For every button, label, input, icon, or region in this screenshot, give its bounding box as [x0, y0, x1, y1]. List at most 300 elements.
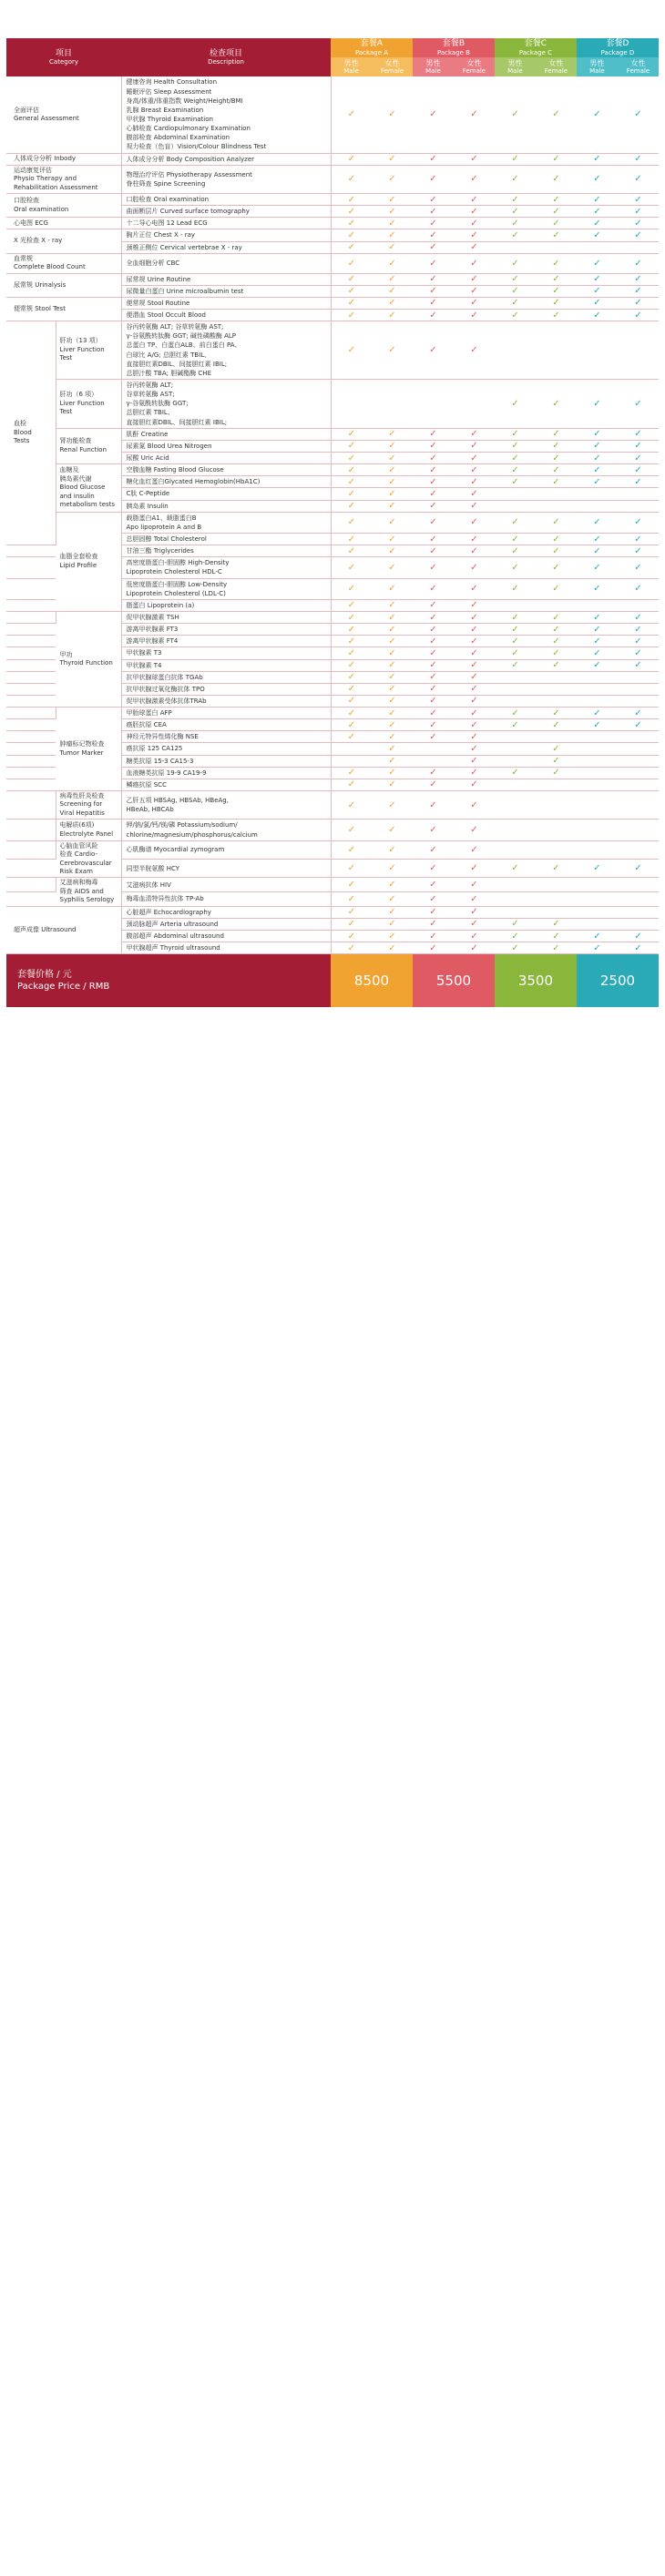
description-line: 腹部检查 Abdominal Examination: [126, 134, 230, 142]
check-cell: [495, 76, 536, 153]
check-icon: ✓: [470, 453, 478, 463]
check-cell: [372, 743, 413, 755]
check-icon: ✓: [388, 863, 396, 874]
description-cell: [121, 206, 331, 218]
check-cell: [454, 321, 495, 380]
male-header: [577, 57, 618, 76]
check-cell: [372, 611, 413, 623]
check-icon: ✓: [470, 584, 478, 595]
check-icon: ✓: [388, 229, 396, 240]
check-cell: [577, 779, 618, 790]
check-icon: ✓: [552, 768, 560, 779]
table-row: [6, 719, 659, 731]
description-line: 白球比 A/G; 总胆红素 TBIL、: [126, 351, 211, 359]
check-cell: [495, 321, 536, 380]
male-header: [413, 57, 454, 76]
check-icon: ✓: [388, 731, 396, 742]
check-cell: [536, 206, 577, 218]
check-cell: [331, 860, 372, 878]
description-line: 癌抗原 125 CA125: [126, 745, 183, 753]
check-cell: [372, 194, 413, 206]
check-cell: [536, 194, 577, 206]
check-icon: ✓: [511, 398, 519, 409]
check-cell: [536, 659, 577, 671]
check-cell: [454, 683, 495, 695]
description-line: 糖类抗原 15-3 CA15-3: [126, 757, 194, 765]
check-cell: [536, 578, 577, 599]
check-cell: [495, 840, 536, 859]
check-icon: ✓: [429, 258, 437, 269]
check-cell: [331, 153, 372, 165]
check-cell: [495, 860, 536, 878]
check-icon: ✓: [470, 488, 478, 499]
check-cell: [372, 512, 413, 533]
check-icon: ✓: [388, 429, 396, 440]
check-cell: [454, 659, 495, 671]
check-icon: ✓: [429, 719, 437, 730]
check-cell: [536, 273, 577, 285]
check-cell: [495, 194, 536, 206]
description-line: 艾滋病抗体 HIV: [126, 881, 171, 889]
check-cell: [577, 488, 618, 500]
check-cell: [413, 636, 454, 647]
check-icon: ✓: [388, 310, 396, 321]
check-cell: [577, 599, 618, 611]
check-cell: [413, 428, 454, 440]
subcategory-cell: 心脑血管风险 检查 Cardio- Cerebrovascular Risk Exam: [56, 840, 121, 878]
description-line: 癌胚抗原 CEA: [126, 721, 167, 729]
check-icon: ✓: [593, 310, 601, 321]
table-row: [6, 557, 659, 578]
description-line: 全血细胞分析 CBC: [126, 260, 180, 268]
description-cell: [121, 229, 331, 241]
check-icon: ✓: [347, 931, 355, 942]
check-icon: ✓: [347, 501, 355, 512]
check-cell: [577, 253, 618, 273]
check-icon: ✓: [470, 534, 478, 545]
description-cell: [121, 755, 331, 767]
description-line: 总胆固醇 Total Cholesterol: [126, 535, 207, 543]
check-cell: [495, 791, 536, 820]
check-cell: [413, 165, 454, 193]
check-cell: [454, 636, 495, 647]
check-icon: ✓: [388, 600, 396, 611]
check-cell: [618, 206, 659, 218]
check-icon: ✓: [634, 206, 642, 217]
check-icon: ✓: [634, 109, 642, 120]
description-line: γ-谷氨酰转肽酶 GGT;: [126, 400, 189, 408]
check-icon: ✓: [388, 719, 396, 730]
check-icon: ✓: [429, 931, 437, 942]
check-cell: [372, 683, 413, 695]
check-cell: [536, 779, 577, 790]
check-cell: [618, 476, 659, 488]
check-cell: [331, 165, 372, 193]
description-line: 梅毒血清特异性抗体 TP-Ab: [126, 895, 204, 903]
description-cell: [121, 545, 331, 557]
check-cell: [577, 379, 618, 428]
table-row: [6, 218, 659, 229]
check-cell: [495, 241, 536, 253]
check-cell: [413, 659, 454, 671]
check-icon: ✓: [552, 636, 560, 647]
check-icon: ✓: [511, 660, 519, 671]
check-cell: [536, 500, 577, 512]
check-icon: ✓: [429, 684, 437, 695]
table-row: [6, 428, 659, 440]
check-cell: [618, 659, 659, 671]
check-icon: ✓: [552, 534, 560, 545]
female-en: Female: [544, 67, 568, 76]
check-cell: [454, 767, 495, 779]
check-icon: ✓: [388, 931, 396, 942]
description-line: 尿素氮 Blood Urea Nitrogen: [126, 442, 212, 450]
check-cell: [577, 636, 618, 647]
check-cell: [618, 611, 659, 623]
check-cell: [372, 464, 413, 476]
check-cell: [618, 599, 659, 611]
check-cell: [454, 476, 495, 488]
check-icon: ✓: [593, 194, 601, 205]
check-icon: ✓: [347, 719, 355, 730]
check-cell: [536, 545, 577, 557]
category-cell: [6, 779, 121, 790]
check-cell: [618, 860, 659, 878]
male-cn: 男性: [589, 59, 605, 68]
description-line: 甘油三酯 Triglycerides: [126, 547, 194, 555]
check-cell: [331, 512, 372, 533]
check-icon: ✓: [388, 880, 396, 891]
description-cell: [121, 779, 331, 790]
check-cell: [372, 297, 413, 309]
check-cell: [413, 321, 454, 380]
check-icon: ✓: [388, 154, 396, 165]
check-icon: ✓: [470, 229, 478, 240]
check-cell: [495, 767, 536, 779]
check-icon: ✓: [552, 660, 560, 671]
description-line: 脂蛋白 Lipoprotein (a): [126, 601, 195, 609]
description-cell: [121, 671, 331, 683]
check-icon: ✓: [347, 696, 355, 707]
check-icon: ✓: [511, 584, 519, 595]
check-cell: [454, 428, 495, 440]
description-line: 乙肝五项 HBSAg, HBSAb, HBeAg,: [126, 797, 229, 805]
table-row: [6, 229, 659, 241]
check-icon: ✓: [347, 731, 355, 742]
check-icon: ✓: [593, 286, 601, 297]
check-icon: ✓: [347, 298, 355, 309]
check-icon: ✓: [511, 310, 519, 321]
description-cell: [121, 878, 331, 892]
check-cell: [454, 695, 495, 707]
check-cell: [331, 476, 372, 488]
check-icon: ✓: [593, 206, 601, 217]
check-cell: [372, 671, 413, 683]
check-icon: ✓: [593, 174, 601, 185]
description-line: 钾/钠/氯/钙/镁/磷 Potassium/sodium/: [126, 821, 238, 830]
check-icon: ✓: [634, 636, 642, 647]
check-cell: [454, 253, 495, 273]
check-icon: ✓: [634, 298, 642, 309]
check-cell: [372, 599, 413, 611]
description-cell: [121, 599, 331, 611]
description-cell: [121, 273, 331, 285]
description-cell: [121, 731, 331, 743]
check-icon: ✓: [429, 286, 437, 297]
check-cell: [577, 310, 618, 321]
check-cell: [413, 310, 454, 321]
check-icon: ✓: [388, 534, 396, 545]
price-package-d: 2500: [577, 954, 659, 1007]
check-icon: ✓: [388, 893, 396, 904]
subcategory-cell: 肝功（13 项） Liver Function Test: [56, 321, 121, 380]
check-cell: [413, 892, 454, 907]
check-icon: ✓: [511, 476, 519, 487]
description-cell: [121, 512, 331, 533]
check-cell: [372, 273, 413, 285]
check-cell: [331, 878, 372, 892]
check-icon: ✓: [388, 258, 396, 269]
check-icon: ✓: [552, 310, 560, 321]
check-icon: ✓: [470, 345, 478, 356]
check-cell: [454, 930, 495, 942]
check-icon: ✓: [470, 684, 478, 695]
check-icon: ✓: [511, 229, 519, 240]
description-cell: [121, 683, 331, 695]
check-cell: [618, 273, 659, 285]
check-cell: [413, 767, 454, 779]
check-icon: ✓: [388, 476, 396, 487]
check-cell: [331, 253, 372, 273]
description-line: 胰岛素 Insulin: [126, 502, 169, 510]
description-line: 总胆汁酸 TBA; 胆碱酯酶 CHE: [126, 369, 211, 377]
category-cell: 尿常规 Urinalysis: [6, 273, 121, 297]
check-icon: ✓: [470, 931, 478, 942]
check-icon: ✓: [470, 696, 478, 707]
category-cell: 血常规 Complete Blood Count: [6, 253, 121, 273]
check-icon: ✓: [429, 441, 437, 452]
package-d-cn: 套餐D: [606, 39, 629, 48]
description-line: 游离甲状腺素 FT4: [126, 637, 179, 646]
check-icon: ✓: [634, 194, 642, 205]
check-cell: [536, 878, 577, 892]
check-cell: [577, 464, 618, 476]
check-cell: [618, 321, 659, 380]
check-cell: [331, 206, 372, 218]
description-cell: [121, 918, 331, 930]
check-cell: [454, 878, 495, 892]
female-cn: 女性: [548, 59, 564, 68]
subcategory-cell: 电解质(6项) Electrolyte Panel: [56, 820, 121, 840]
check-cell: [618, 647, 659, 659]
description-line: 乳腺 Breast Examination: [126, 106, 204, 114]
header-description: [121, 38, 331, 76]
check-icon: ✓: [470, 194, 478, 205]
check-cell: [536, 218, 577, 229]
description-line: 健康咨询 Health Consultation: [126, 78, 218, 87]
table-row: [6, 647, 659, 659]
category-cell: [6, 820, 56, 840]
description-line: 促甲状腺激素受体抗体TRAb: [126, 697, 207, 705]
check-icon: ✓: [511, 545, 519, 556]
check-cell: [331, 755, 372, 767]
check-cell: [577, 930, 618, 942]
description-line: 身高/体重/体重指数 Weight/Height/BMI: [126, 97, 243, 105]
check-cell: [331, 241, 372, 253]
check-cell: [454, 194, 495, 206]
description-line: 同型半胱氨酸 HCY: [126, 864, 180, 872]
check-cell: [454, 310, 495, 321]
check-cell: [618, 76, 659, 153]
check-cell: [495, 647, 536, 659]
female-cn: 女性: [384, 59, 400, 68]
check-icon: ✓: [511, 206, 519, 217]
check-cell: [577, 452, 618, 463]
check-icon: ✓: [511, 768, 519, 779]
check-cell: [331, 440, 372, 452]
check-cell: [536, 428, 577, 440]
check-cell: [577, 241, 618, 253]
check-icon: ✓: [429, 464, 437, 475]
check-cell: [618, 719, 659, 731]
check-icon: ✓: [511, 647, 519, 658]
subcategory-cell: 肾功能检查 Renal Function: [56, 428, 121, 463]
check-icon: ✓: [634, 719, 642, 730]
check-icon: ✓: [347, 825, 355, 835]
table-row: [6, 379, 659, 428]
check-icon: ✓: [511, 109, 519, 120]
check-cell: [495, 918, 536, 930]
check-icon: ✓: [634, 517, 642, 528]
check-icon: ✓: [388, 545, 396, 556]
check-cell: [454, 647, 495, 659]
check-cell: [372, 545, 413, 557]
check-icon: ✓: [388, 464, 396, 475]
category-cell: [6, 611, 56, 623]
check-icon: ✓: [429, 242, 437, 253]
check-icon: ✓: [347, 768, 355, 779]
check-icon: ✓: [593, 154, 601, 165]
check-cell: [618, 840, 659, 859]
price-label: [6, 954, 331, 1007]
check-icon: ✓: [552, 545, 560, 556]
check-cell: [495, 379, 536, 428]
check-cell: [372, 942, 413, 954]
check-cell: [372, 165, 413, 193]
check-cell: [536, 892, 577, 907]
check-icon: ✓: [470, 799, 478, 810]
check-icon: ✓: [388, 562, 396, 573]
check-cell: [536, 533, 577, 545]
description-line: 糖化血红蛋白Glycated Hemoglobin(HbA1C): [126, 478, 261, 486]
check-cell: [413, 840, 454, 859]
check-cell: [372, 892, 413, 907]
check-icon: ✓: [552, 756, 560, 767]
check-cell: [577, 942, 618, 954]
description-line: 物理治疗评估 Physiotherapy Assessment: [126, 170, 252, 178]
package-c-cn: 套餐C: [524, 39, 547, 48]
table-row: [6, 791, 659, 820]
check-icon: ✓: [429, 229, 437, 240]
check-cell: [331, 500, 372, 512]
check-cell: [577, 153, 618, 165]
description-cell: [121, 708, 331, 719]
check-cell: [454, 578, 495, 599]
check-cell: [372, 779, 413, 790]
check-icon: ✓: [470, 942, 478, 953]
check-cell: [618, 241, 659, 253]
check-icon: ✓: [511, 708, 519, 718]
check-cell: [577, 695, 618, 707]
check-cell: [331, 379, 372, 428]
check-cell: [618, 695, 659, 707]
check-icon: ✓: [470, 919, 478, 930]
check-cell: [372, 755, 413, 767]
check-cell: [495, 779, 536, 790]
check-cell: [495, 253, 536, 273]
check-icon: ✓: [429, 453, 437, 463]
check-icon: ✓: [511, 624, 519, 635]
check-cell: [577, 165, 618, 193]
check-cell: [536, 379, 577, 428]
check-icon: ✓: [388, 274, 396, 285]
check-cell: [413, 512, 454, 533]
check-cell: [331, 285, 372, 297]
check-cell: [495, 476, 536, 488]
check-icon: ✓: [347, 660, 355, 671]
check-icon: ✓: [511, 429, 519, 440]
check-cell: [413, 379, 454, 428]
check-icon: ✓: [511, 258, 519, 269]
check-icon: ✓: [552, 194, 560, 205]
check-cell: [454, 557, 495, 578]
check-cell: [577, 321, 618, 380]
check-cell: [495, 464, 536, 476]
check-cell: [454, 206, 495, 218]
check-icon: ✓: [388, 345, 396, 356]
check-icon: ✓: [511, 636, 519, 647]
check-icon: ✓: [429, 799, 437, 810]
check-icon: ✓: [470, 863, 478, 874]
check-icon: ✓: [429, 109, 437, 120]
check-cell: [331, 545, 372, 557]
check-icon: ✓: [634, 274, 642, 285]
check-cell: [372, 229, 413, 241]
check-cell: [618, 878, 659, 892]
check-cell: [413, 206, 454, 218]
check-cell: [331, 428, 372, 440]
check-cell: [536, 683, 577, 695]
check-icon: ✓: [470, 274, 478, 285]
check-cell: [331, 683, 372, 695]
description-cell: [121, 860, 331, 878]
description-cell: [121, 930, 331, 942]
check-icon: ✓: [388, 647, 396, 658]
check-icon: ✓: [511, 298, 519, 309]
check-icon: ✓: [347, 441, 355, 452]
check-icon: ✓: [552, 206, 560, 217]
check-cell: [331, 791, 372, 820]
check-icon: ✓: [429, 206, 437, 217]
check-icon: ✓: [593, 258, 601, 269]
check-cell: [495, 452, 536, 463]
check-cell: [331, 578, 372, 599]
description-line: 神经元特异性烯化酶 NSE: [126, 733, 199, 741]
check-cell: [454, 671, 495, 683]
check-icon: ✓: [429, 696, 437, 707]
check-cell: [577, 557, 618, 578]
check-icon: ✓: [429, 825, 437, 835]
